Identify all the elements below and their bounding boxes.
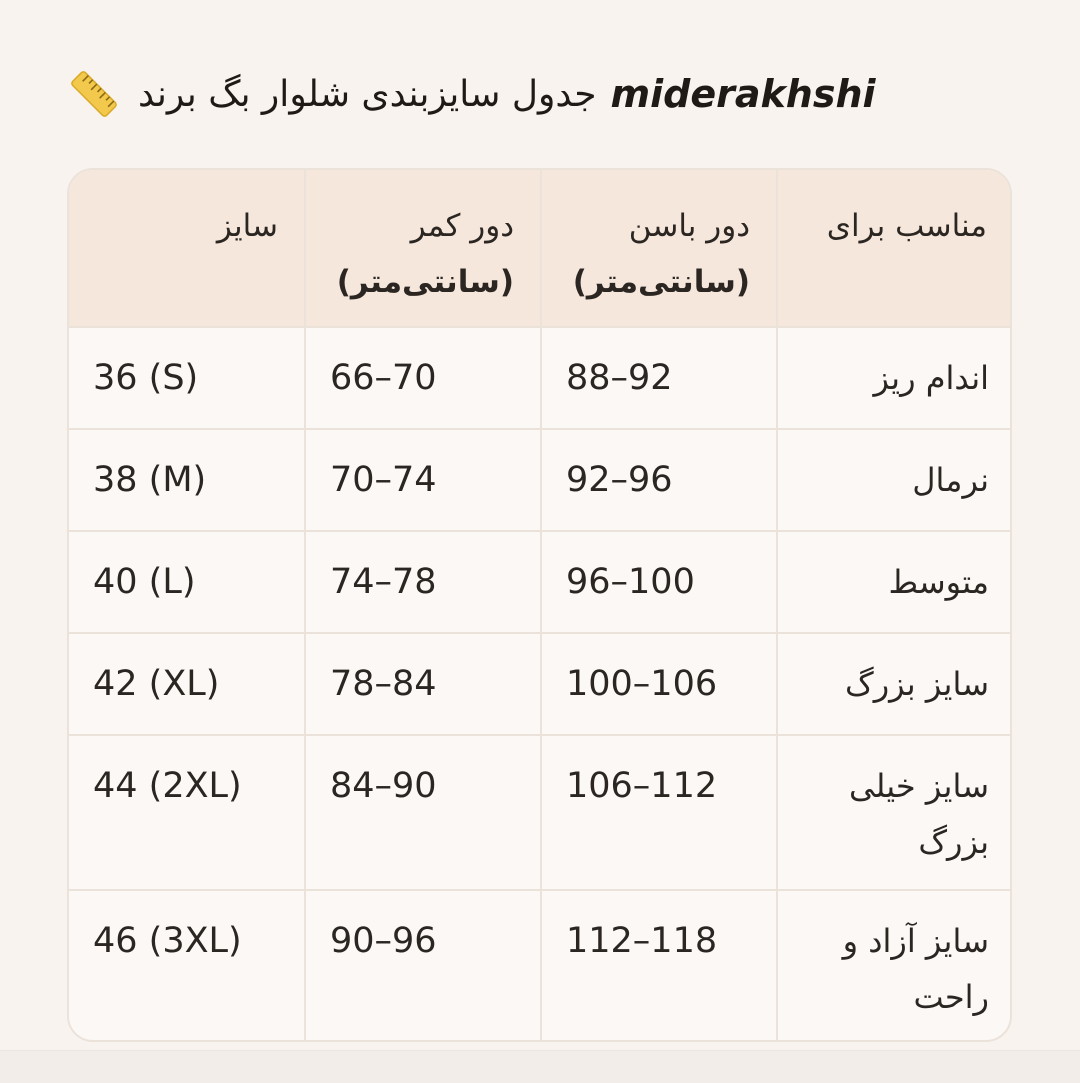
size-cell: 40 (L) [69, 531, 305, 633]
size-cell: 36 (S) [69, 327, 305, 429]
title-text: جدول سایزبندی شلوار بگ برند [138, 73, 597, 115]
table-row [69, 327, 1012, 429]
page-title [64, 62, 924, 126]
table-row [69, 531, 1012, 633]
table-row [69, 735, 1012, 890]
fit-cell: اندام ریز [777, 327, 1012, 429]
brand-name: miderakhshi [610, 72, 876, 116]
column-header-hip: دور باسن (سانتی‌متر) [541, 170, 777, 327]
hip-cell: 92–96 [541, 429, 777, 531]
waist-cell: 90–96 [305, 890, 541, 1042]
ruler-icon [64, 64, 124, 124]
fit-cell: نرمال [777, 429, 1012, 531]
hip-cell: 100–106 [541, 633, 777, 735]
waist-cell: 84–90 [305, 735, 541, 890]
size-cell: 46 (3XL) [69, 890, 305, 1042]
table-row [69, 890, 1012, 1042]
fit-cell: متوسط [777, 531, 1012, 633]
hip-cell: 96–100 [541, 531, 777, 633]
column-header-fit: مناسب برای [777, 170, 1012, 327]
hip-cell: 106–112 [541, 735, 777, 890]
fit-cell: سایز بزرگ [777, 633, 1012, 735]
hip-cell: 112–118 [541, 890, 777, 1042]
waist-cell: 74–78 [305, 531, 541, 633]
fit-cell: سایز آزاد و راحت [842, 922, 989, 1016]
table-row [69, 429, 1012, 531]
size-cell: 44 (2XL) [69, 735, 305, 890]
size-table [67, 168, 1012, 1042]
column-header-waist: دور کمر (سانتی‌متر) [305, 170, 541, 327]
size-cell: 38 (M) [69, 429, 305, 531]
column-header-size: سایز [69, 170, 305, 327]
fit-cell: سایز خیلی بزرگ [777, 735, 1012, 890]
size-cell: 42 (XL) [69, 633, 305, 735]
waist-cell: 66–70 [305, 327, 541, 429]
waist-cell: 70–74 [305, 429, 541, 531]
table-row [69, 633, 1012, 735]
hip-cell: 88–92 [541, 327, 777, 429]
waist-cell: 78–84 [305, 633, 541, 735]
table-header-row [69, 170, 1012, 327]
bottom-band [0, 1050, 1080, 1083]
